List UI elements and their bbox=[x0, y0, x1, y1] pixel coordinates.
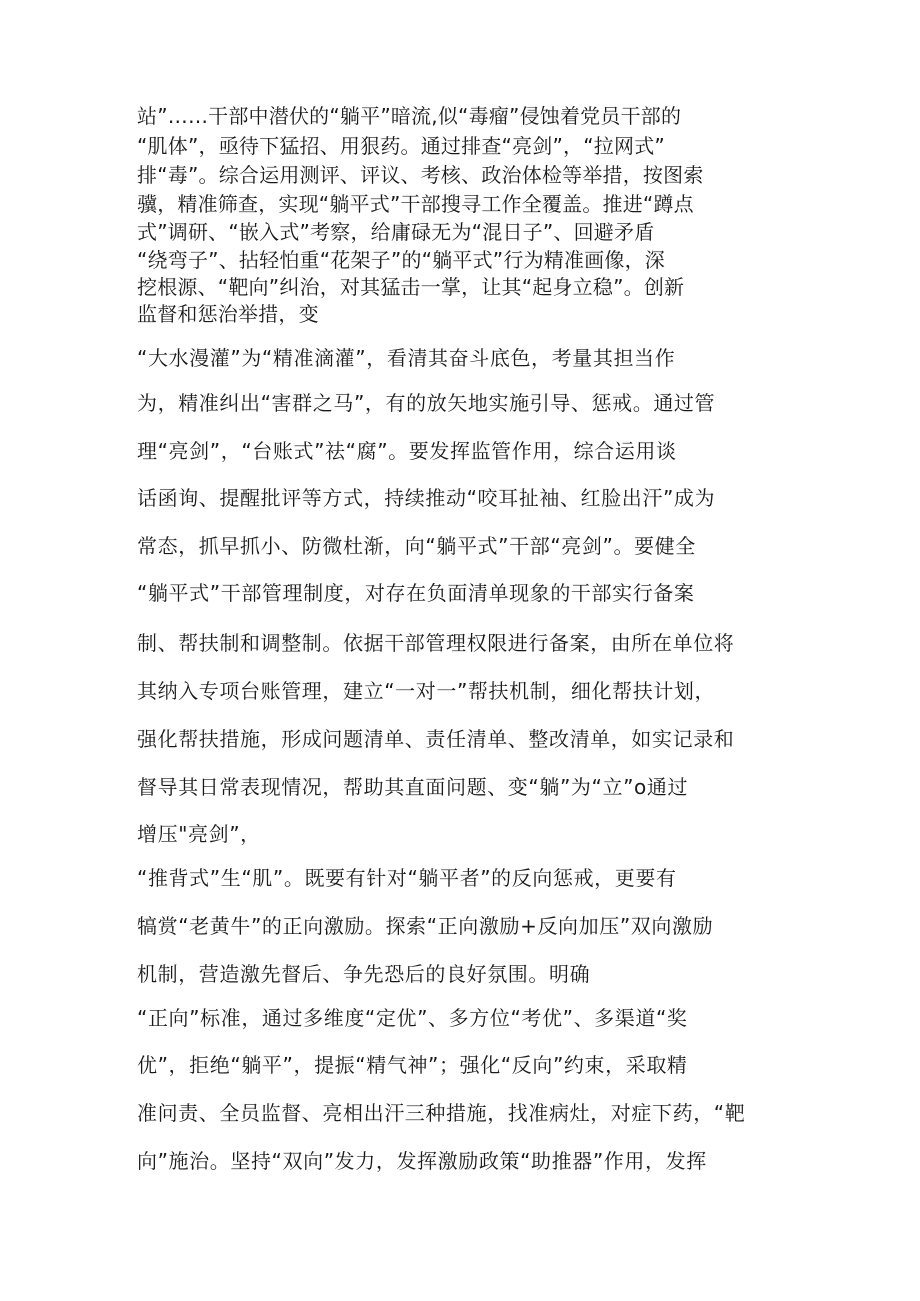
text-line: 话函询、提醒批评等方式，持续推动“咬耳扯袖、红脸出汗”成为 bbox=[137, 486, 716, 510]
text-line: “肌体”，亟待下猛招、用狠药。通过排查“亮剑”，“拉网式” bbox=[137, 134, 665, 158]
text-line: 监督和惩治举措，变 bbox=[137, 302, 319, 326]
text-line: 强化帮扶措施，形成问题清单、责任清单、整改清单，如实记录和 bbox=[137, 727, 735, 751]
text-line: 排“毒”。综合运用测评、评议、考核、政治体检等举措，按图索 bbox=[137, 163, 704, 187]
text-line: “躺平式”干部管理制度，对存在负面清单现象的干部实行备案 bbox=[137, 581, 695, 605]
text-line: 准问责、全员监督、亮相出汗三种措施，找准病灶，对症下药，“靶 bbox=[137, 1101, 746, 1125]
text-line: 机制，营造激先督后、争先恐后的良好氛围。明确 bbox=[137, 962, 591, 986]
text-line: 向”施治。坚持“双向”发力，发挥激励政策“助推器”作用，发挥 bbox=[137, 1149, 707, 1173]
text-line: 犒赏“老黄牛”的正向激励。探索“正向激励+反向加压”双向激励 bbox=[137, 914, 714, 938]
text-line: 理“亮剑”，“台账式”祛“腐”。要发挥监管作用，综合运用谈 bbox=[137, 439, 677, 463]
text-line: 为，精准纠出“害群之马”，有的放矢地实施引导、惩戒。通过管 bbox=[137, 391, 716, 415]
text-line: 站”……干部中潜伏的“躺平”暗流,似“毒瘤”侵蚀着党员干部的 bbox=[137, 104, 682, 128]
text-line: 常态，抓早抓小、防微杜渐，向“躺平式”干部“亮剑”。要健全 bbox=[137, 534, 696, 558]
text-line: 式”调研、“嵌入式”考察，给庸碌无为“混日子”、回避矛盾 bbox=[137, 220, 655, 244]
text-line: 优”，拒绝“躺平”，提振“精气神”；强化“反向”约束，采取精 bbox=[137, 1053, 688, 1077]
text-line: 制、帮扶制和调整制。依据干部管理权限进行备案，由所在单位将 bbox=[137, 631, 735, 655]
text-line: “大水漫灌”为“精准滴灌”，看清其奋斗底色，考量其担当作 bbox=[137, 346, 676, 370]
text-line: “推背式”生“肌”。既要有针对“躺平者”的反向惩戒，更要有 bbox=[137, 866, 677, 890]
text-line: 增压"亮剑”， bbox=[137, 822, 261, 846]
text-line: “正向”标准，通过多维度“定优”、多方位“考优”、多渠道“奖 bbox=[137, 1006, 688, 1030]
text-line: 其纳入专项台账管理，建立“一对一”帮扶机制，细化帮扶计划， bbox=[137, 679, 716, 703]
text-line: 骥，精准筛查，实现“躺平式”干部搜寻工作全覆盖。推进“蹲点 bbox=[137, 192, 694, 216]
text-line: 督导其日常表现情况，帮助其直面问题、变“躺”为“立”o通过 bbox=[137, 775, 689, 799]
text-line: “绕弯子”、拈轻怕重“花架子”的“躺平式”行为精准画像，深 bbox=[137, 248, 665, 272]
text-line: 挖根源、“靶向”纠治，对其猛击一掌，让其“起身立稳”。创新 bbox=[137, 275, 685, 299]
